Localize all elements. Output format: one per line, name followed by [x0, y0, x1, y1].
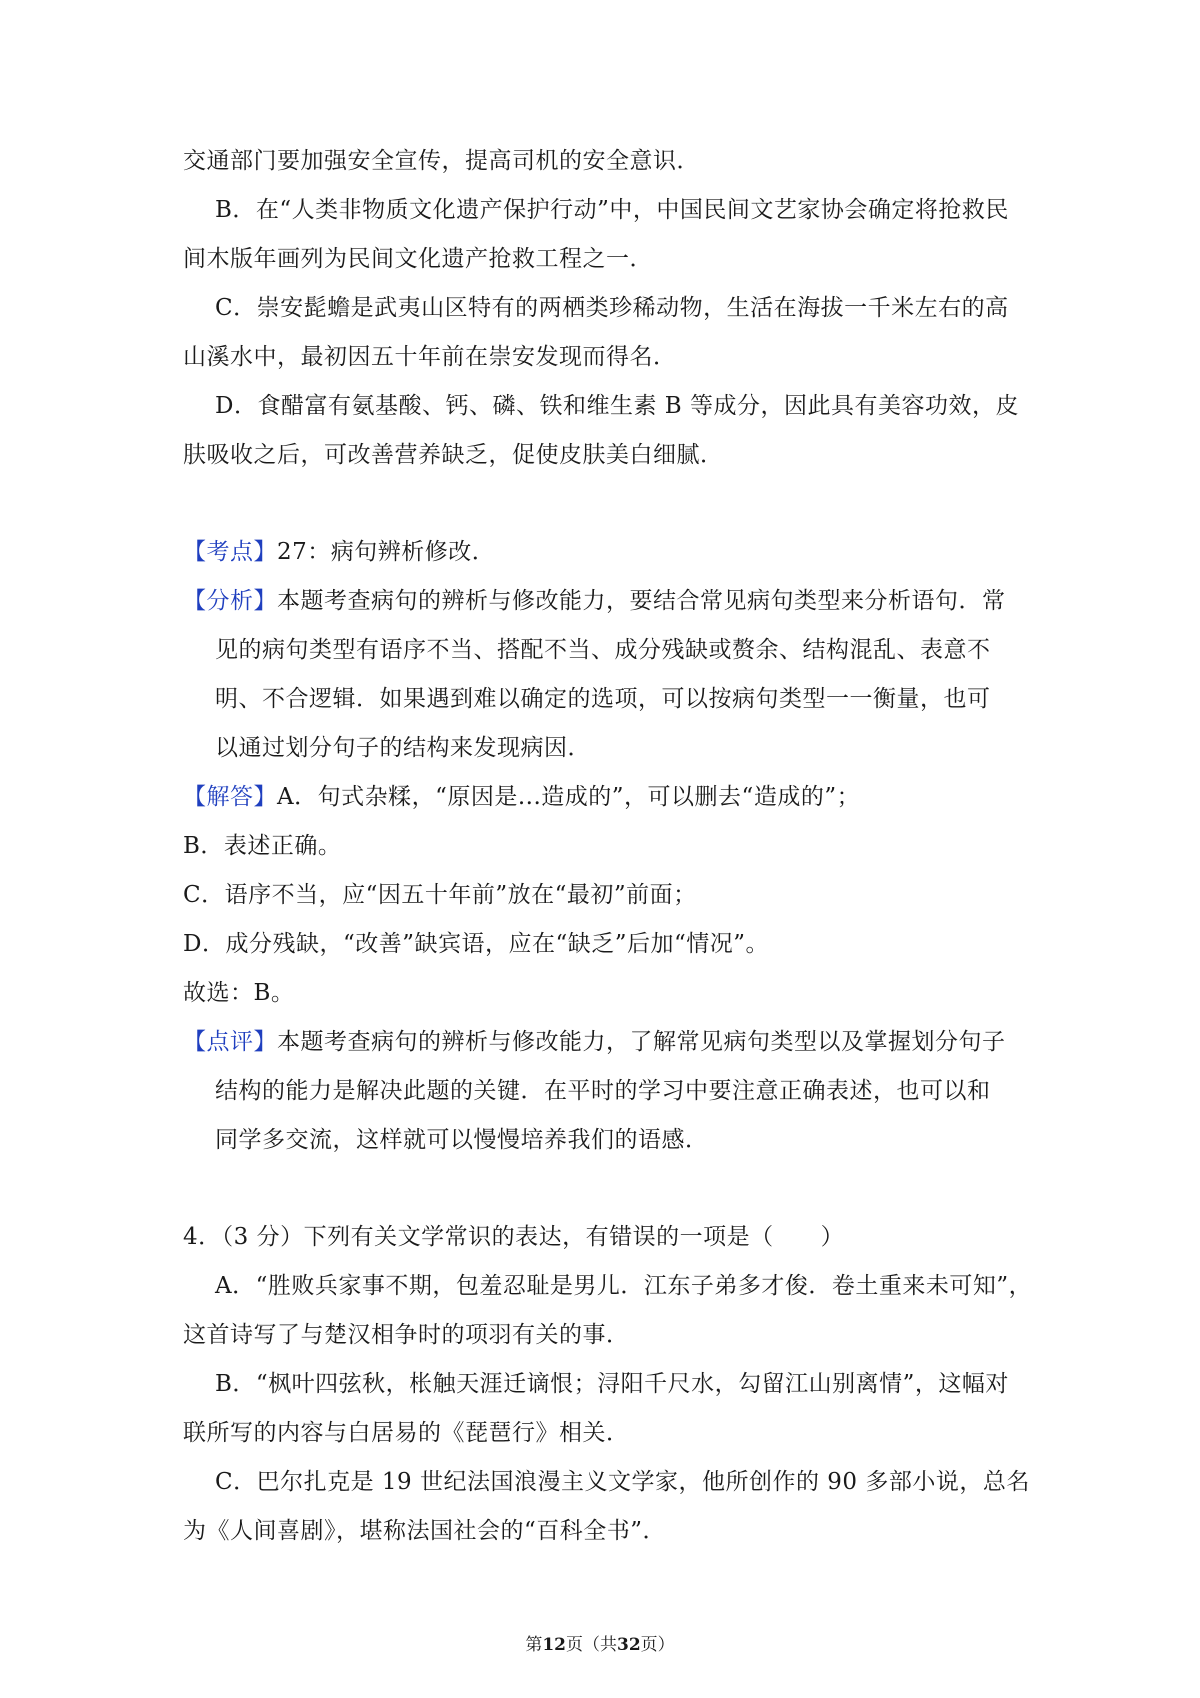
fenxi-line: 以通过划分句子的结构来发现病因． — [215, 735, 591, 761]
page-footer — [0, 1634, 1200, 1656]
question-4-option-a-line-1: A．“胜败兵家事不期，包羞忍耻是男儿．江东子弟多才俊．卷土重来未可知”， — [215, 1273, 1033, 1299]
dianping-tag: 【点评】 — [183, 1029, 277, 1055]
kaodian-section — [183, 537, 1033, 567]
fenxi-tag: 【分析】 — [183, 588, 277, 614]
fenxi-line: 见的病句类型有语序不当、搭配不当、成分残缺或赘余、结构混乱、表意不 — [215, 637, 991, 663]
dianping-section — [183, 1027, 1033, 1057]
question-4-option-b-line-2: 联所写的内容与白居易的《琵琶行》相关． — [183, 1420, 630, 1446]
jieda-section — [183, 782, 1033, 812]
jieda-answer: 故选：B。 — [183, 980, 295, 1006]
dianping-text: 本题考查病句的辨析与修改能力，了解常见病句类型以及掌握划分句子 — [277, 1029, 1006, 1055]
option-b-line-2: 间木版年画列为民间文化遗产抢救工程之一． — [183, 246, 653, 272]
question-4-option-b-line-1: B．“枫叶四弦秋，枨触天涯迁谪恨；浔阳千尺水，勾留江山别离情”，这幅对 — [215, 1371, 1009, 1397]
kaodian-text: 27：病句辨析修改． — [277, 539, 496, 565]
question-4-option-c-line-1: C．巴尔扎克是 19 世纪法国浪漫主义文学家，他所创作的 90 多部小说，总名 — [215, 1469, 1030, 1495]
question-4-option-c-line-2: 为《人间喜剧》，堪称法国社会的“百科全书”． — [183, 1518, 667, 1544]
page-total: 32 — [617, 1635, 641, 1655]
footer-mid: 页（共 — [566, 1635, 617, 1655]
dianping-line: 同学多交流，这样就可以慢慢培养我们的语感． — [215, 1127, 709, 1153]
option-d-line-1: D．食醋富有氨基酸、钙、磷、铁和维生素 B 等成分，因此具有美容功效，皮 — [215, 393, 1019, 419]
jieda-text: A．句式杂糅，“原因是...造成的”，可以删去“造成的”； — [277, 784, 861, 810]
option-d-line-2: 肤吸收之后，可改善营养缺乏，促使皮肤美白细腻． — [183, 442, 724, 468]
footer-prefix: 第 — [525, 1635, 543, 1655]
fenxi-line: 明、不合逻辑．如果遇到难以确定的选项，可以按病句类型一一衡量，也可 — [215, 686, 991, 712]
dianping-line: 结构的能力是解决此题的关键．在平时的学习中要注意正确表述，也可以和 — [215, 1078, 991, 1104]
jieda-line: D．成分残缺，“改善”缺宾语，应在“缺乏”后加“情况”。 — [183, 931, 769, 957]
page-number: 12 — [542, 1635, 566, 1655]
question-4-stem: 4．（3 分）下列有关文学常识的表达，有错误的一项是（ ） — [183, 1224, 845, 1250]
fenxi-text: 本题考查病句的辨析与修改能力，要结合常见病句类型来分析语句．常 — [277, 588, 1006, 614]
option-c-line-1: C．崇安髭蟾是武夷山区特有的两栖类珍稀动物，生活在海拔一千米左右的高 — [215, 295, 1009, 321]
jieda-line: C．语序不当，应“因五十年前”放在“最初”前面； — [183, 882, 697, 908]
option-c-line-2: 山溪水中，最初因五十年前在崇安发现而得名． — [183, 344, 677, 370]
fenxi-section — [183, 586, 1033, 616]
question-4-option-a-line-2: 这首诗写了与楚汉相争时的项羽有关的事． — [183, 1322, 630, 1348]
footer-suffix: 页） — [640, 1635, 675, 1655]
jieda-tag: 【解答】 — [183, 784, 277, 810]
jieda-line: B．表述正确。 — [183, 833, 342, 859]
text-line: 交通部门要加强安全宣传，提高司机的安全意识． — [183, 148, 700, 174]
kaodian-tag: 【考点】 — [183, 539, 277, 565]
option-b-line-1: B．在“人类非物质文化遗产保护行动”中，中国民间文艺家协会确定将抢救民 — [215, 197, 1009, 223]
